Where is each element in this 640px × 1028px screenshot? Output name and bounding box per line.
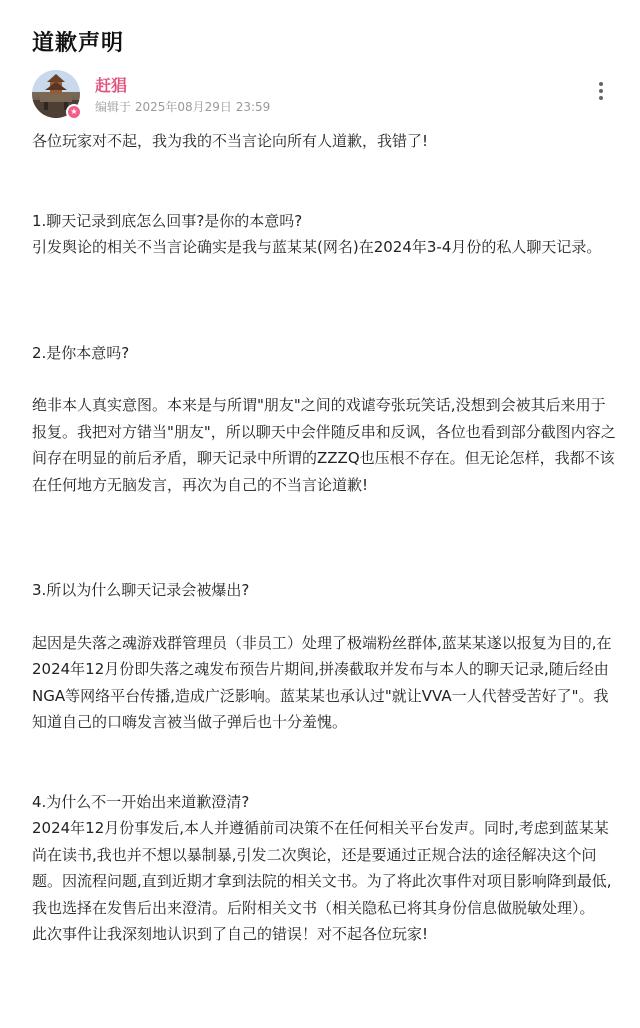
author-name[interactable]: 赶猖	[95, 76, 128, 95]
question-4: 4.为什么不一开始出来道歉澄清?	[32, 792, 250, 811]
author-row	[32, 70, 616, 120]
paragraph-gap	[32, 736, 616, 789]
paragraph-gap	[32, 498, 616, 577]
answer-4: 2024年12月份事发后,本人并遵循前司决策不在任何相关平台发声。同时,考虑到蓝某某尚在读书,我也并不想以暴制暴,引发二次舆论，还是要通过正规合法的途径解决这个问题。因流程问题,直到近期才拿到法院的相关文书。为了将此次事件对项目影响降到最低,我也选择在发售后出来澄清。后附相关文书（相关隐私已将其身份信息做脱敏处理）。	[32, 819, 612, 917]
answer-1: 引发舆论的相关不当言论确实是我与蓝某某(网名)在2024年3-4月份的私人聊天记录。	[32, 238, 602, 256]
question-1: 1.聊天记录到底怎么回事?是你的本意吗?	[32, 211, 303, 230]
answer-2: 绝非本人真实意图。本来是与所谓"朋友"之间的戏谑夸张玩笑话,没想到会被其后来用于报复。我把对方错当"朋友"，所以聊天中会伴随反串和反讽，各位也看到部分截图内容之间存在明显的前后矛盾，聊天记录中所谓的ZZZQ也压根不存在。但无论怎样，我都不该在任何地方无脑发言，再次为自己的不当言论道歉!	[32, 396, 616, 494]
closing-paragraph: 此次事件让我深刻地认识到了自己的错误！对不起各位玩家!	[32, 925, 429, 943]
paragraph-gap	[32, 261, 616, 340]
more-vertical-icon[interactable]	[596, 82, 606, 106]
article-title: 道歉声明	[32, 31, 125, 56]
question-2: 2.是你本意吗?	[32, 343, 130, 362]
paragraph-gap	[32, 604, 616, 630]
edit-time: 编辑于 2025年08月29日 23:59	[95, 100, 271, 114]
intro-paragraph: 各位玩家对不起，我为我的不当言论向所有人道歉，我错了!	[32, 132, 429, 150]
answer-3: 起因是失落之魂游戏群管理员（非员工）处理了极端粉丝群体,蓝某某遂以报复为目的,在2024年12月份即失落之魂发布预告片期间,拼凑截取并发布与本人的聊天记录,随后经由NGA等网络平台传播,造成广泛影响。蓝某某也承认过"就让VVA一人代替受苦好了"。我知道自己的口嗨发言被当做子弹后也十分羞愧。	[32, 633, 612, 731]
paragraph-gap	[32, 366, 616, 392]
article-content	[32, 128, 616, 948]
paragraph-gap	[32, 155, 616, 208]
star-badge-icon: ★	[66, 104, 82, 120]
question-3: 3.所以为什么聊天记录会被爆出?	[32, 581, 250, 599]
